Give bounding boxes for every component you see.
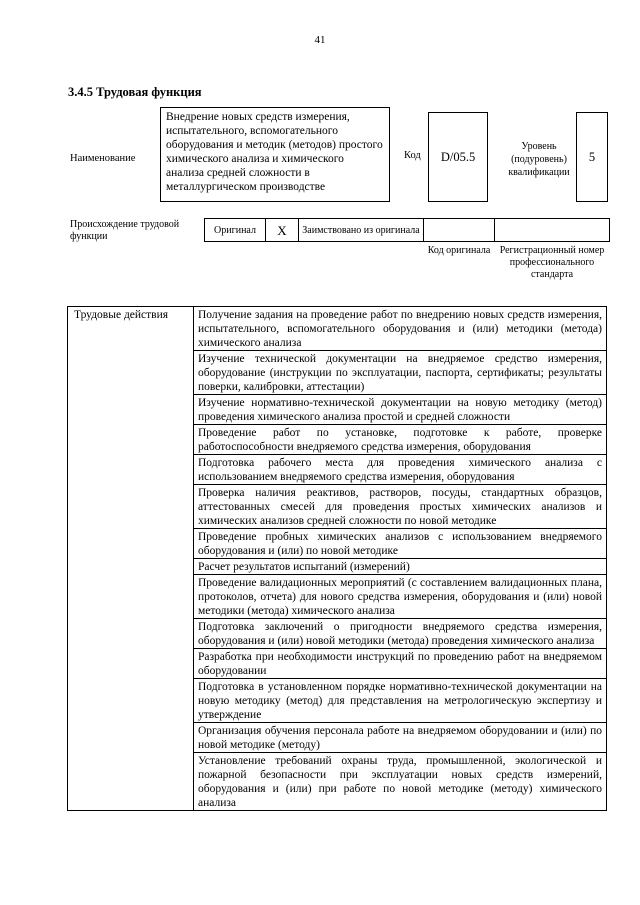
name-value-box: Внедрение новых средств измерения, испытательного, вспомогательного оборудования и методик (методов) простого химического анализа и химического анализа средней сложности в металлургическом производстве <box>160 107 390 202</box>
labor-action-item: Подготовка рабочего места для проведения химического анализа с использованием внедряемого средства измерения, оборудования <box>194 455 607 485</box>
labor-action-item: Подготовка в установленном порядке нормативно-технической документации на новую методику (метод) для представления на метрологическую экспертизу и утверждение <box>194 679 607 723</box>
section-title: 3.4.5 Трудовая функция <box>68 85 202 99</box>
labor-action-item: Установление требований охраны труда, промышленной, экологической и пожарной безопасности при эксплуатации новых средств измерений, оборудования и (или) при работе по новой методике (методу) химического анализа <box>194 753 607 811</box>
name-label: Наименование <box>70 153 136 164</box>
labor-actions-header: Трудовые действия <box>68 307 194 811</box>
origin-original-cell <box>205 219 266 242</box>
origin-borrowed-label: Заимствовано из оригинала <box>302 224 420 236</box>
labor-action-item: Расчет результатов испытаний (измерений) <box>194 559 607 575</box>
labor-action-item: Проведение валидационных мероприятий (с составлением валидационных плана, протоколов, отчета) для нового средства измерения, оборудования и (или) новой методики (метода) химического анализа <box>194 575 607 619</box>
origin-table <box>204 218 610 281</box>
level-value-box <box>576 112 608 202</box>
labor-action-row <box>68 307 607 351</box>
origin-label: Происхождение трудовой функции <box>70 219 180 242</box>
labor-action-item: Изучение нормативно-технической документации на новую методику (метод) проведения химического анализа простой и средней сложности <box>194 395 607 425</box>
level-value: 5 <box>588 149 596 164</box>
level-label: Уровень (подуровень) квалификации <box>508 141 570 178</box>
origin-reg-cell <box>495 219 610 242</box>
origin-code-cell <box>424 219 495 242</box>
labor-action-item: Разработка при необходимости инструкций по проведению работ на внедряемом оборудовании <box>194 649 607 679</box>
code-value-box <box>428 112 488 202</box>
origin-mark-cell <box>266 219 299 242</box>
code-value: D/05.5 <box>440 149 476 164</box>
origin-borrowed-cell <box>299 219 424 242</box>
labor-action-item: Получение задания на проведение работ по внедрению новых средств измерения, испытательного, вспомогательного оборудования и (или) методики (метода) химического анализа <box>194 307 607 351</box>
labor-actions-body <box>68 307 607 811</box>
origin-code-label: Код оригинала <box>427 245 491 256</box>
labor-action-item: Проведение работ по установке, подготовке к работе, проверке работоспособности внедряемого средства измерения, оборудования <box>194 425 607 455</box>
origin-original-label: Оригинал <box>214 224 256 236</box>
origin-reg-number-label: Регистрационный номер профессионального стандарта <box>499 245 605 280</box>
labor-actions-table <box>67 306 607 811</box>
labor-action-item: Проведение пробных химических анализов с использованием внедряемого оборудования и (или) по новой методике <box>194 529 607 559</box>
page-number: 41 <box>314 34 326 46</box>
code-label: Код <box>404 150 421 161</box>
origin-mark: X <box>277 222 287 238</box>
labor-action-item: Изучение технической документации на внедряемое средство измерения, оборудование (инструкции по эксплуатации, паспорта, сертификаты; результаты поверки, калибровки, аттестации) <box>194 351 607 395</box>
labor-action-item: Подготовка заключений о пригодности внедряемого средства измерения, оборудования и (или) новой методики (метода) проведения химического анализа <box>194 619 607 649</box>
labor-action-item: Проверка наличия реактивов, растворов, посуды, стандартных образцов, аттестованных смесей для проведения простых химических анализов и химических анализов средней сложности по новой методике <box>194 485 607 529</box>
labor-action-item: Организация обучения персонала работе на внедряемом оборудовании и (или) по новой методике (методу) <box>194 723 607 753</box>
